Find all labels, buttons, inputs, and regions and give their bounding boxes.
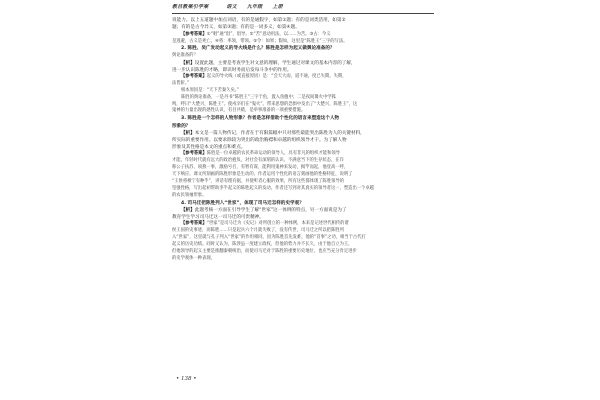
answer-tag: 【析】 xyxy=(181,60,195,66)
answer-tag: 【参考答案】 xyxy=(181,73,207,79)
text-line xyxy=(172,179,434,186)
answer-tag: 【参考答案】 xyxy=(181,221,207,227)
line-text: 才能。年轻时代就有远大的政治抱负，对社会有深刻的认识，不满意当下的生存状态，在诈 xyxy=(172,158,344,164)
line-text: 3. 陈胜是一个怎样的人物形象？作者是怎样借助个性化的语言来塑造这个人物 xyxy=(181,116,340,122)
text-line xyxy=(172,95,434,102)
line-text: 本文是一篇人物传记，作者在于有限篇幅中只对那些最能突出陈胜为人的关键材料， xyxy=(194,130,365,136)
text-line xyxy=(172,81,434,88)
line-text: 起义的导火线（或直接原因）是：“会天大雨，道不通，度已失期。失期， xyxy=(206,73,347,79)
answer-tag: 【参考答案】 xyxy=(181,31,207,37)
line-text: 说能力。以上五道题中加点词语，有的是通假字，如第①题；有的是词类活用，如第② xyxy=(172,18,346,24)
line-text: 陈胜是一位卓越的农民革命运动的领导人，具有非凡的组织才能和领导 xyxy=(206,151,340,157)
text-line xyxy=(172,186,434,193)
text-line xyxy=(172,130,434,137)
line-text: 起义的历史功绩。同时又认为，陈涉虽一度建立政权，但他的势力并不长久，由于他自立为王， xyxy=(172,242,353,248)
line-text: 法皆斩。” xyxy=(172,80,190,86)
line-text: 设置此题，主要是考查学生对文意的理解，学生通过对课文的基本内容的了解， xyxy=(194,60,356,66)
line-text: 2. 陈胜、吴广发动起义的导火线是什么？陈胜是怎样为起义做舆论准备的？ xyxy=(181,46,335,52)
text-line xyxy=(172,39,434,46)
text-line xyxy=(172,207,434,214)
text-line xyxy=(172,45,434,52)
text-line xyxy=(172,88,434,95)
line-text: 形象的？ xyxy=(172,123,191,129)
text-line xyxy=(172,108,434,115)
line-text: 的农民领袖形象。 xyxy=(172,192,207,198)
text-line xyxy=(172,200,434,207)
answer-tag: 【析】 xyxy=(181,130,195,136)
line-text: 所实际的重要作用。以要求除较为突出的政治胸襟和卓越的组织领导才干。为了解人物 xyxy=(172,137,347,143)
line-text: 侯王国的史事迹，而陈胜……只是起兵六个月就失败了，没有传世，司马迁之所以把陈胜列 xyxy=(172,228,344,234)
page-body xyxy=(172,17,434,263)
line-text: 陈胜的舆论准备，一是丹书“陈胜王”三字于鱼，置入鱼腹中；二是夜间篝火中学狐 xyxy=(181,94,336,100)
text-line xyxy=(172,172,434,179)
text-line xyxy=(172,60,434,67)
line-text: 根本原因是：“天下苦秦久矣。” xyxy=(181,87,240,93)
text-line xyxy=(172,193,434,200)
text-line xyxy=(172,32,434,39)
header-volume: 上册 xyxy=(272,4,283,10)
line-text: 舆论准备的？ xyxy=(172,52,198,58)
line-text: 4. 司马迁把陈胜列入“世家”，体现了司马迁怎样的史学观？ xyxy=(181,200,304,206)
running-header xyxy=(172,4,434,14)
line-text: 鬼神的力量出现的感性认识，有目共睹，是举事准备的一项重要措施。 xyxy=(172,108,306,114)
header-subject: 语文 xyxy=(226,4,237,10)
line-text: 鸣，呼曰“大楚兴，陈胜王”。使戍卒们在“鬼火”。带来思想的恐惧中发出了“大楚兴，陈胜王”，这 xyxy=(172,101,358,107)
line-text: 但他领导的起义主要是推翻秦朝统治，而使司马迁对于陈胜的重要历史地位，也应当充分肯定进步 xyxy=(172,248,357,254)
text-line xyxy=(172,24,434,31)
text-line xyxy=(172,67,434,74)
text-line xyxy=(172,249,434,256)
page-number: • 138 • xyxy=(176,376,197,382)
line-text: 进一步认识陈胜的才略，即识时务而后发每斗争中的作用。 xyxy=(172,67,292,73)
line-text: 天下响应。课文所刻画的陈胜形象是生动的，作者运用个性化的语言刻画他的性格特征，说明了 xyxy=(172,172,353,178)
line-text: 此题考核一方面在引导学生了解“世家”这一体例的特点，另一方面说是为了 xyxy=(194,207,347,213)
text-line xyxy=(172,242,434,249)
line-text: 的史学观体一种表现。 xyxy=(172,255,215,261)
answer-tag: 【参考答案】 xyxy=(181,151,207,157)
line-text: 教育学生学习司马迁这一司马迁的可贵精神。 xyxy=(172,215,264,221)
text-line xyxy=(172,53,434,60)
text-line xyxy=(172,17,434,24)
line-text: 形象及其性格是本文的重点和难点。 xyxy=(172,145,246,151)
book-page xyxy=(172,4,434,396)
line-text: 入“世家”，这里就与孔子列入“世家”的作用相同，因为陈胜首先发难，他的“首事”之功，相当于古代打 xyxy=(172,235,366,241)
text-line xyxy=(172,115,434,122)
line-text: 称公子扶苏、项燕一事，激励号召，有智有谋，能利用鬼神来发动，揭竿而起，他登高一呼， xyxy=(172,165,349,171)
line-text: ①“唱”通“倡”，倡导。②“苦”意动用法，以……为苦。③古：今义 xyxy=(206,31,331,37)
line-text: “世家”是司马迁为《史记》对所创立的一种体例，本来是记述世代相传的诸 xyxy=(206,221,349,227)
text-line xyxy=(172,123,434,130)
text-line xyxy=(172,137,434,144)
text-line xyxy=(172,74,434,81)
header-series: 教目教案引学案 xyxy=(172,4,209,10)
line-text: “王侯将相宁有种乎”，讲话有理有据，并使听者心服的效果，所有这些都体现了陈胜领导的 xyxy=(172,179,345,185)
line-text: 题；有的是古今异义，如第③题；有的是一词多义，如第④题。 xyxy=(172,25,300,31)
text-line xyxy=(172,256,434,263)
line-text: 坚强性格，写出起初帮助李半起义的陈胜起义的发动，作者还写到对其真实的领导者这一，塑造出一个卓越 xyxy=(172,185,374,191)
answer-tag: 【析】 xyxy=(181,207,195,213)
header-grade: 九年级 xyxy=(246,4,263,10)
line-text: 是逃避，古义是死亡。④将：率领，带领。⑤令：如果；假如，这里是“陈胜王”三字的写法。 xyxy=(172,38,348,44)
